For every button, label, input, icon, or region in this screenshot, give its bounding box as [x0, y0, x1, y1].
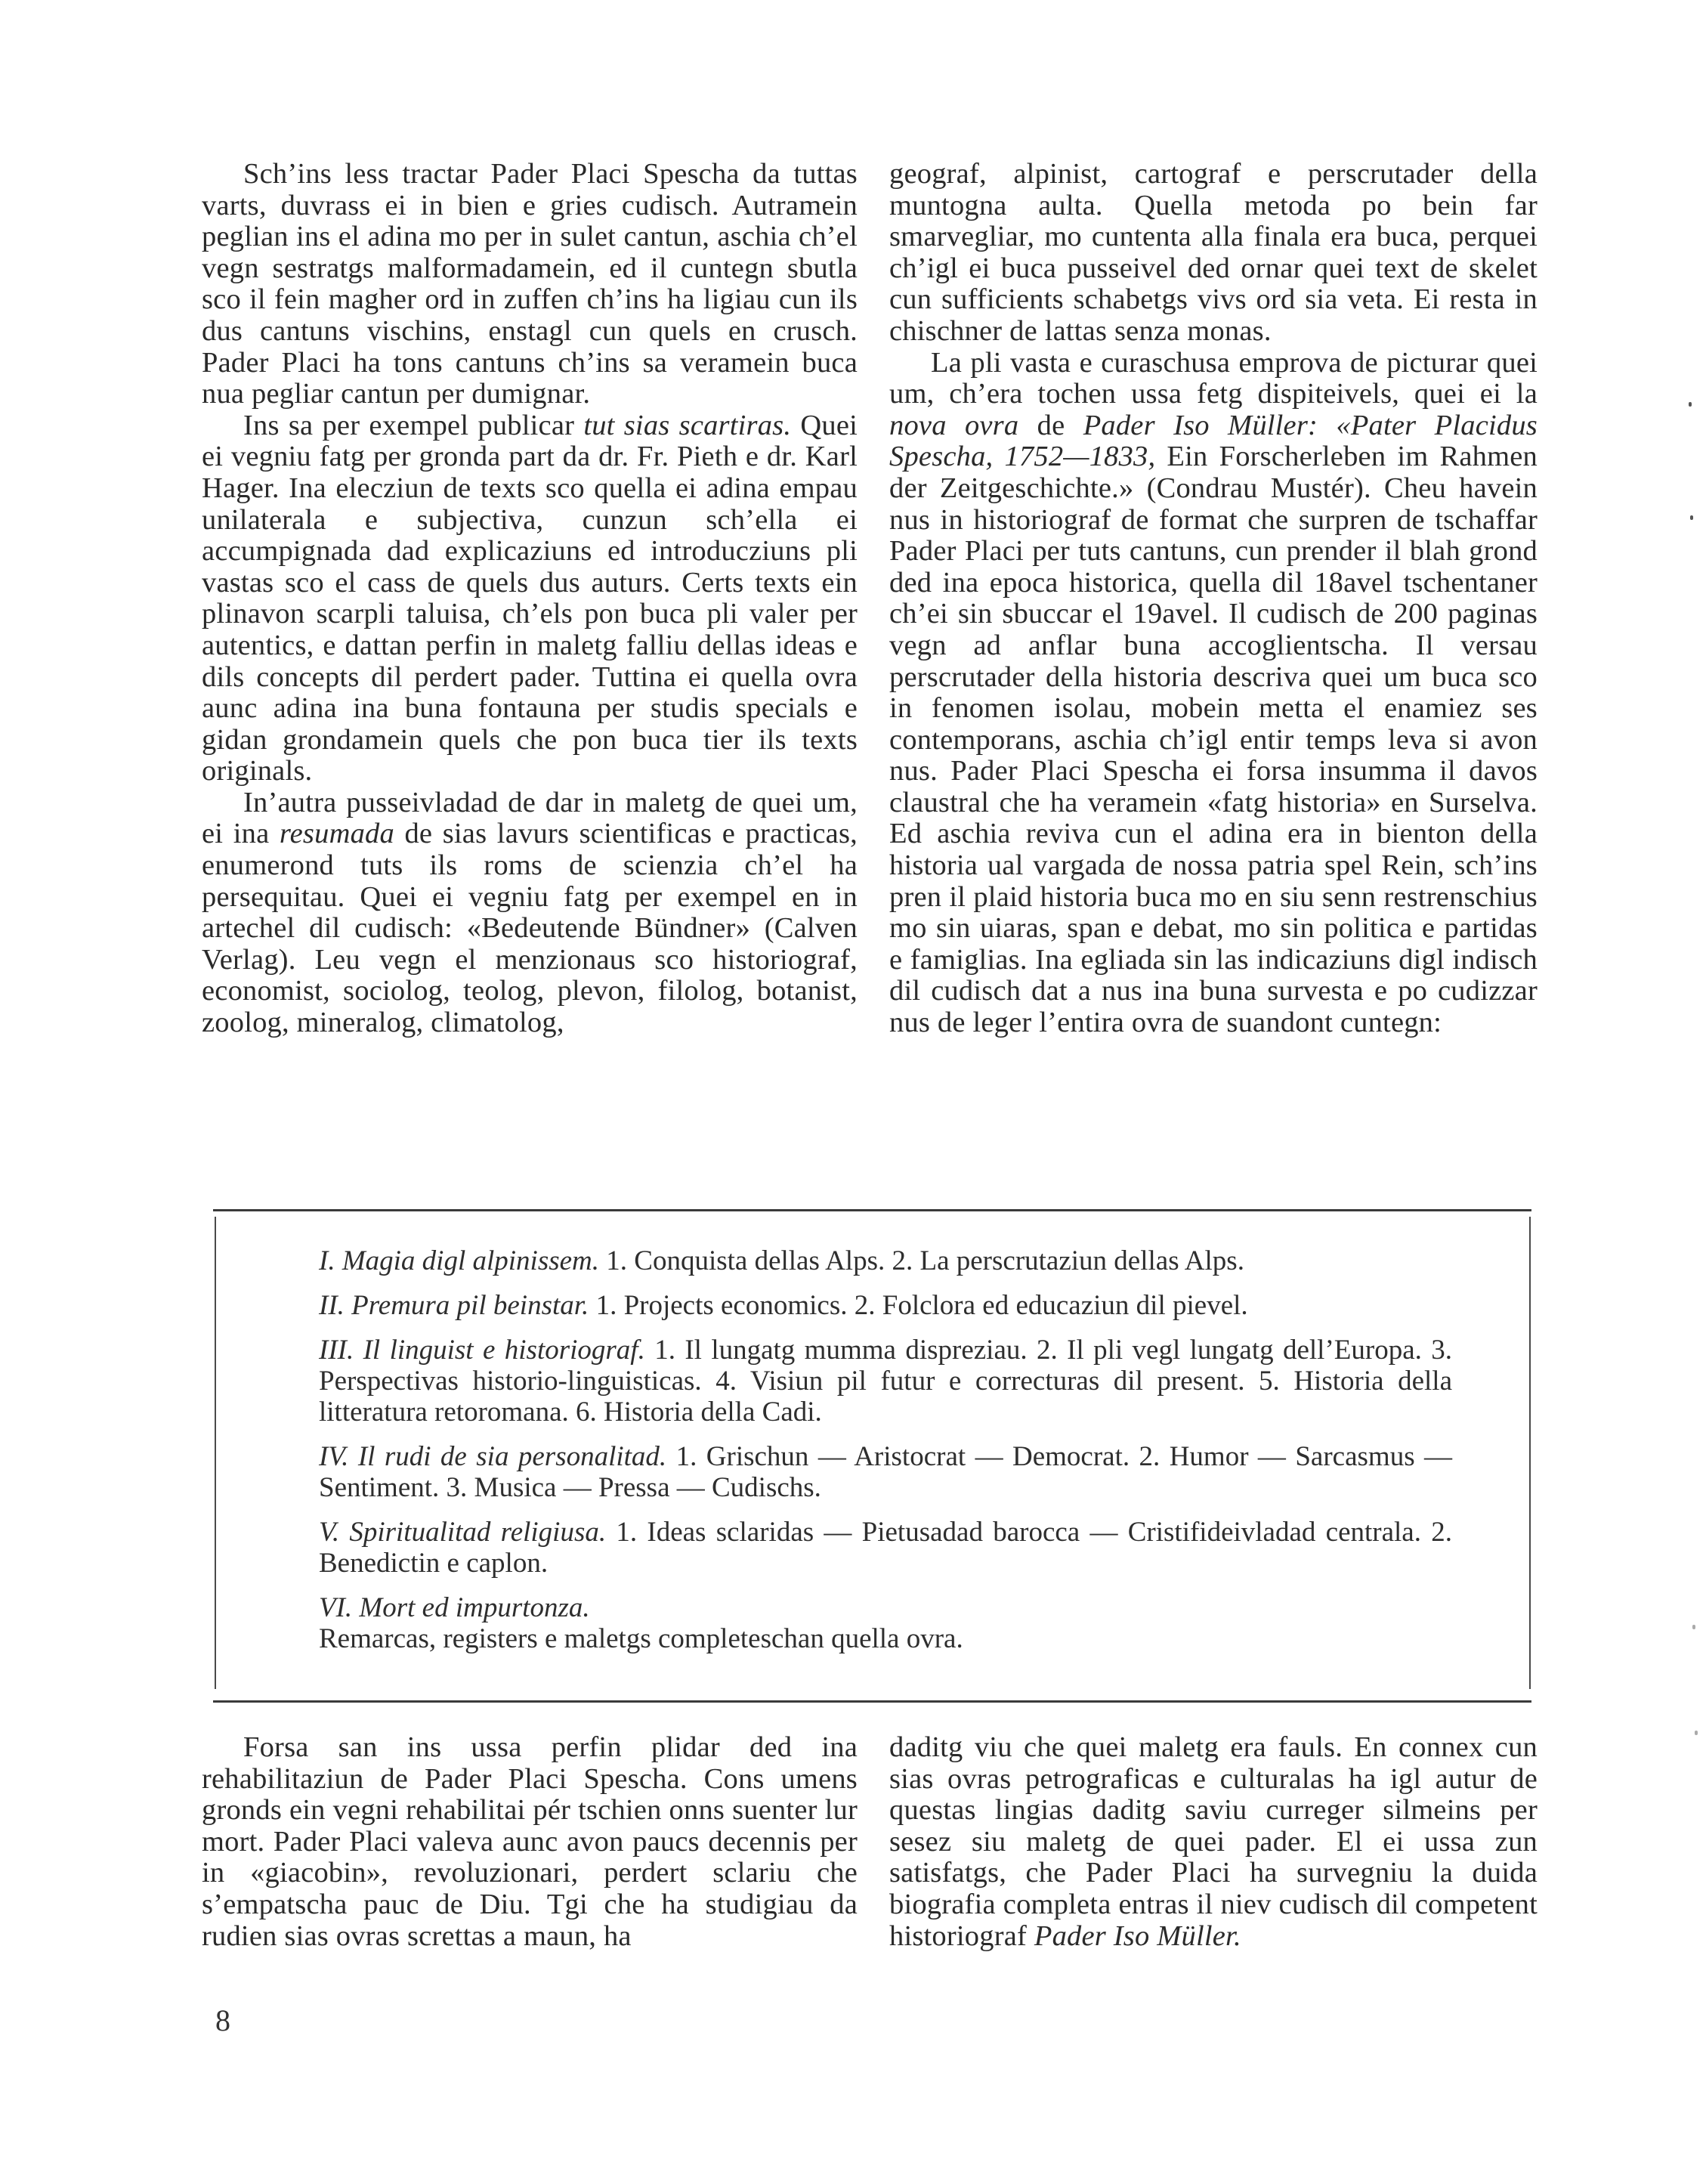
top-right-column [889, 159, 1538, 1039]
paragraph [889, 348, 1538, 1039]
paragraph [202, 410, 858, 787]
text-run: Quei ei vegniu fatg per gronda part da dr. Fr. Pieth e dr. Karl Hager. Ina elecziun de texts sco quella ei adina empau unilaterala e subjectiva, cunzun sch’ella ei accumpignada dad explicaziuns ed introducziuns pli vastas sco el cass de quels dus auturs. Certs texts ein plinavon scarpli taluisa, ch’els pon buca pli valer per autentics, e dattan perfin in maletg falliu dellas ideas e dils concepts dil perdert pader. Tuttina ei quella ovra aunc adina ina buna fontauna per studis specials e gidan grondamein quels che pon buca tier ils texts originals. [202, 409, 858, 787]
page-number: 8 [215, 2003, 230, 2037]
italic-text: resumada [279, 818, 394, 850]
contents-entry [319, 1517, 1452, 1579]
book-title: Pader Iso Müller: «Pater Placidus Spescha, 1752—1833, [889, 409, 1538, 473]
bottom-right-column [889, 1732, 1538, 1952]
chapter-title: VI. Mort ed impurtonza. [319, 1592, 590, 1623]
paragraph [202, 787, 858, 1039]
text-run: de [1018, 409, 1083, 441]
chapter-sections: 1. Conquista dellas Alps. 2. La perscrutaziun dellas Alps. [599, 1245, 1244, 1276]
bottom-rule [213, 1700, 1531, 1703]
text-run: de sias lavurs scientificas e practicas, enumerond tuts ils roms de scienzia ch’el ha persequitau. Quei ei vegniu fatg per exempel en in artechel dil cudisch: «Bedeutende Bündner» (Calven Verlag). Leu vegn el menzionaus sco historiograf, economist, sociolog, teolog, plevon, filolog, botanist, zoolog, mineralog, climatolog, [202, 818, 858, 1039]
scan-speck [1695, 1731, 1698, 1735]
top-left-column [202, 159, 858, 1039]
left-rule [215, 1217, 216, 1689]
contents-entry [319, 1441, 1452, 1503]
bottom-left-column [202, 1732, 858, 1952]
text-run: La pli vasta e curaschusa emprova de picturar quei um, ch’era tochen ussa fetg dispiteivels, quei ei la [889, 346, 1538, 410]
text-run: daditg viu che quei maletg era fauls. En connex cun sias ovras petrograficas e culturalas ha igl autur de questas lingias daditg saviu curreger silmeins per sesez siu maletg de quei pader. El ei ussa zun satisfatgs, che Pader Placi ha survegniu la duida biografia completa entras il niev cudisch dil competent historiograf [889, 1731, 1538, 1952]
text-run: In’autra pusseivladad de dar in maletg de quei um, ei ina [202, 786, 858, 850]
right-rule [1529, 1217, 1531, 1689]
contents-entry [319, 1335, 1452, 1428]
chapter-sections: 1. Il lungatg mumma dispreziau. 2. Il pli vegl lungatg dell’Europa. 3. Perspectivas historio-linguisticas. 4. Visiun pil futur e correcturas dil present. 5. Historia della litteratura retoromana. 6. Historia della Cadi. [319, 1335, 1453, 1428]
chapter-title: III. Il linguist e historiograf. [319, 1335, 645, 1366]
paragraph [889, 1732, 1538, 1952]
contents-entry [319, 1290, 1452, 1321]
paragraph: Sch’ins less tractar Pader Placi Spescha da tuttas varts, duvrass ei in bien e gries cudisch. Autramein peglian ins el adina mo per in sulet cantun, aschia ch’el vegn sestratgs malformadamein, ed il cuntegn sbutla sco il fein magher ord in zuffen ch’ins ha ligiau cun ils dus cantuns vischins, enstagl cun quels en crusch. Pader Placi ha tons cantuns ch’ins sa veramein buca nua pegliar cantun per dumignar. [202, 158, 858, 410]
contents-entry [319, 1245, 1452, 1276]
chapter-title: I. Magia digl alpinissem. [319, 1245, 600, 1276]
chapter-title: V. Spiritualitad religiusa. [319, 1517, 607, 1548]
paragraph: Forsa san ins ussa perfin plidar ded ina rehabilitaziun de Pader Placi Spescha. Cons umens gronds ein vegni rehabilitai pér tschien onns suenter lur mort. Pader Placi valeva aunc avon paucs decennis per in «giacobin», revoluzionari, perdert sclariu che s’empatscha pauc de Diu. Tgi che ha studigiau da rudien sias ovras screttas a maun, ha [202, 1731, 858, 1952]
table-of-contents-box [213, 1209, 1531, 1700]
chapter-sections: 1. Projects economics. 2. Folclora ed educaziun dil pievel. [589, 1290, 1248, 1321]
contents-list [319, 1245, 1452, 1654]
text-run: Ein Forscherleben im Rahmen der Zeitgeschichte.» (Condrau Mustér). Cheu havein nus in historiograf de format che surpren de tschaffar Pader Placi per tuts cantuns, cun prender il blah grond ded ina epoca historica, quella dil 18avel tschentaner ch’ei sin sbuccar el 19avel. Il cudisch de 200 paginas vegn ad anflar buna accoglientscha. Il versau perscrutader della historia descriva quei um buca sco in fenomen isolau, mobein metta el enamiez ses contemporans, aschia ch’igl entir temps leva si avon nus. Pader Placi Spescha ei forsa insumma il davos claustral che ha veramein «fatg historia» en Surselva. Ed aschia reviva cun el adina era in bienton della historia ual vargada de nossa patria spel Rein, sch’ins pren il plaid historia buca mo en siu senn restrenschius mo sin uiaras, span e debat, mo sin politica e partidas e famiglias. Ina egliada sin las indicaziuns digl indisch dil cudisch dat a nus ina buna survesta e po cudizzar nus de leger l’entira ovra de suandont cuntegn: [889, 441, 1538, 1039]
scan-speck [1689, 402, 1692, 407]
chapter-title: II. Premura pil beinstar. [319, 1290, 589, 1321]
paragraph: geograf, alpinist, cartograf e perscrutader della muntogna aulta. Quella metoda po bein far smarvegliar, mo cuntenta alla finala era buca, perquei ch’igl ei buca pusseivel ded ornar quei text de skelet cun sufficients schabetgs vivs ord sia veta. Ei resta in chischner de lattas senza monas. [889, 158, 1538, 347]
scan-speck [1690, 515, 1693, 520]
scan-speck [1692, 1625, 1695, 1629]
italic-text: tut sias scartiras. [583, 409, 792, 441]
chapter-sections: 1. Grischun — Aristocrat — Democrat. 2. Humor — Sarcasmus — Sentiment. 3. Musica — Pressa — Cudischs. [319, 1441, 1453, 1503]
author-name: Pader Iso Müller. [1034, 1920, 1241, 1952]
top-rule [213, 1209, 1531, 1211]
text-run: Ins sa per exempel publicar [243, 409, 584, 441]
chapter-title: IV. Il rudi de sia personalitad. [319, 1441, 667, 1472]
italic-text: nova ovra [889, 409, 1019, 441]
contents-entry [319, 1592, 1452, 1623]
chapter-sections: 1. Ideas sclaridas — Pietusadad barocca — Cristifideivladad centrala. 2. Benedictin e caplon. [319, 1517, 1452, 1579]
contents-remark: Remarcas, registers e maletgs completeschan quella ovra. [319, 1623, 963, 1654]
